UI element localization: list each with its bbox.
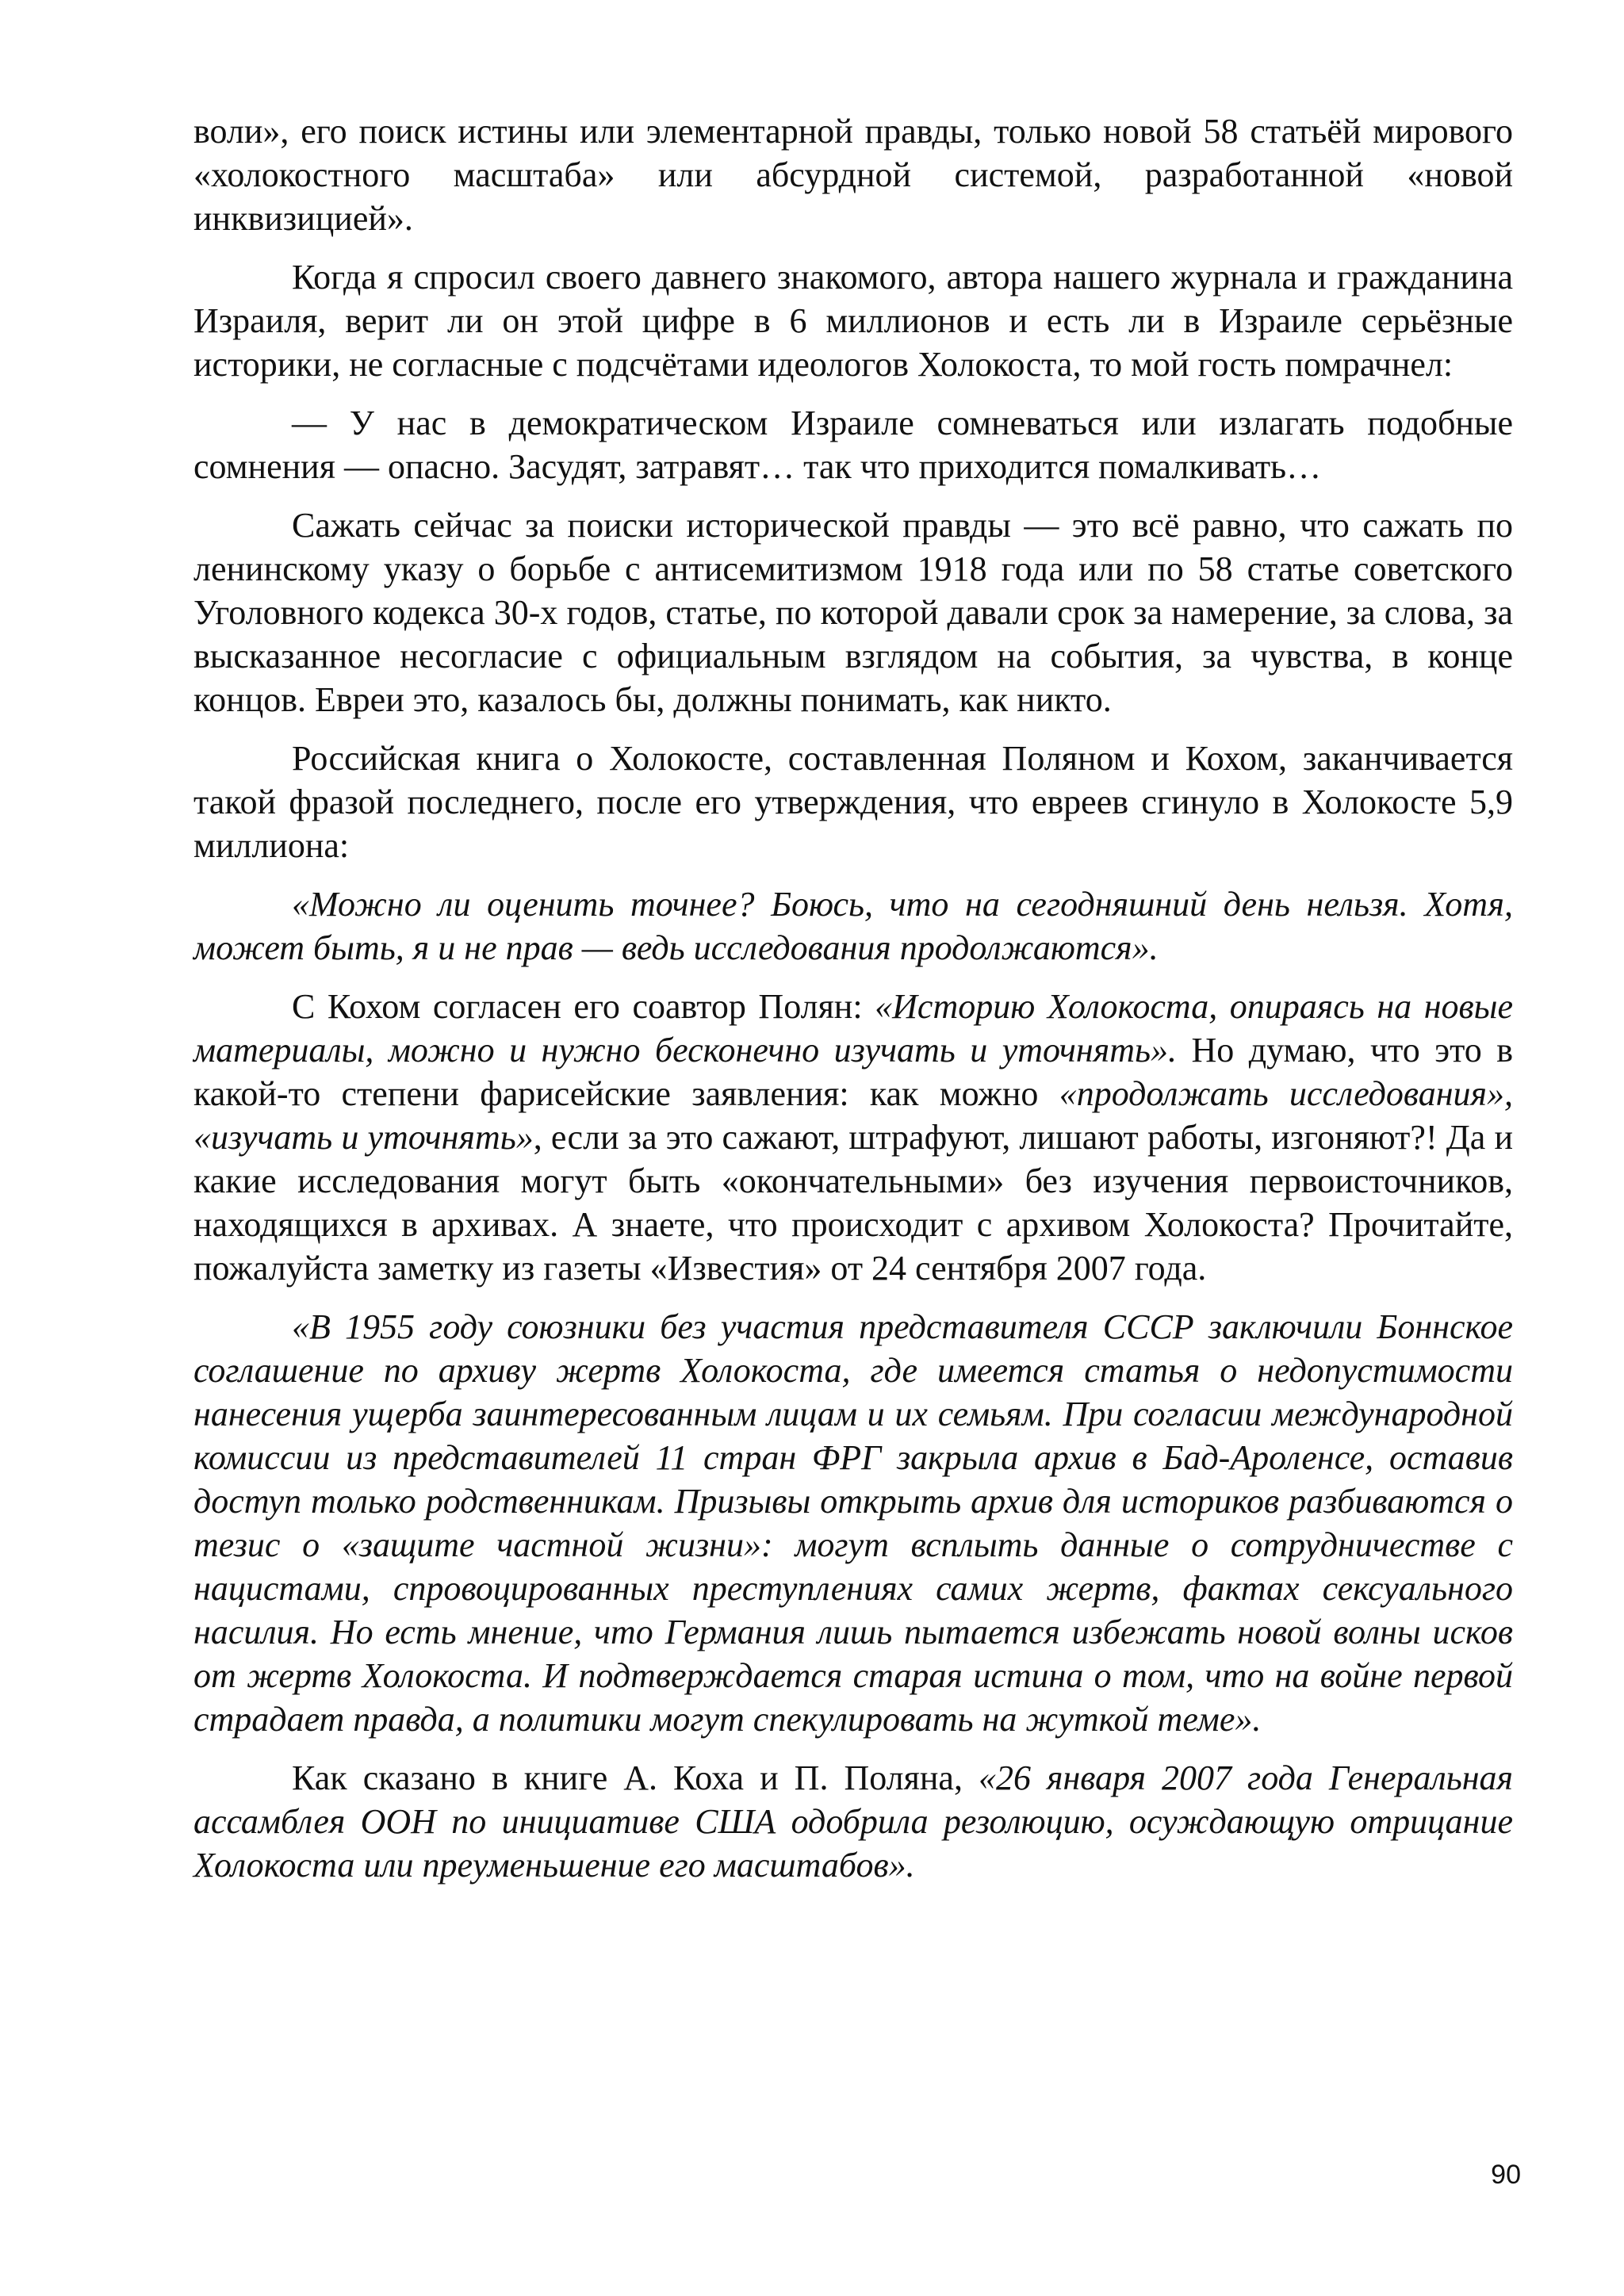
text-span: Когда я спросил своего давнего знакомого, автора нашего журнала и гражданина Израиля, верит ли он этой цифре в 6 миллионов и есть ли в Израиле серьёзные историки, не согласные с подсчётами идеологов Холокоста, то мой гость помрачнел:: [193, 258, 1513, 384]
paragraph: [193, 503, 1513, 721]
quote-span: «Историю Холокоста, опираясь на новые материалы, можно и нужно бесконечно изучать и уточнять».: [193, 987, 1513, 1070]
text-span: — У нас в демократическом Израиле сомневаться или излагать подобные сомнения — опасно. Засудят, затравят… так что приходится помалкивать…: [193, 404, 1513, 486]
quote-span: «26 января 2007 года Генеральная ассамблея ООН по инициативе США одобрила резолюцию, осуждающую отрицание Холокоста или преуменьшение его масштабов».: [193, 1758, 1513, 1885]
paragraph: [193, 985, 1513, 1290]
body-text: [193, 109, 1513, 1902]
quote-span: «продолжать исследования», «изучать и уточнять»: [193, 1074, 1513, 1157]
quote-span: «В 1955 году союзники без участия представителя СССР заключили Боннское соглашение по архиву жертв Холокоста, где имеется статья о недопустимости нанесения ущерба заинтересованным лицам и их семьям. При согласии международной комиссии из представителей 11 стран ФРГ закрыла архив в Бад-Ароленсе, оставив доступ только родственникам. Призывы открыть архив для историков разбиваются о тезис о «защите частной жизни»: могут всплыть данные о сотрудничестве с нацистами, спровоцированных преступлениях самих жертв, фактах сексуального насилия. Но есть мнение, что Германия лишь пытается избежать новой волны исков от жертв Холокоста. И подтверждается старая истина о том, что на войне первой страдает правда, а политики могут спекулировать на жуткой теме».: [193, 1307, 1513, 1739]
text-span: , если за это сажают, штрафуют, лишают работы, изгоняют?! Да и какие исследования могут быть «окончательными» без изучения первоисточников, находящихся в архивах. А знаете, что происходит с архивом Холокоста? Прочитайте, пожалуйста заметку из газеты «Известия» от 24 сентября 2007 года.: [193, 1118, 1514, 1288]
paragraph: [193, 882, 1513, 970]
paragraph: [193, 401, 1513, 488]
text-span: Российская книга о Холокосте, составленная Поляном и Кохом, заканчивается такой фразой последнего, после его утверждения, что евреев сгинуло в Холокосте 5,9 миллиона:: [193, 739, 1513, 865]
paragraph: [193, 1756, 1513, 1887]
text-span: Но думаю, что это в какой-то степени фарисейские заявления: как можно: [193, 1031, 1513, 1113]
paragraph: [193, 109, 1513, 240]
page-number: 90: [1491, 2160, 1521, 2190]
paragraph: [193, 1305, 1513, 1741]
text-span: Как сказано в книге А. Коха и П. Поляна,: [292, 1758, 979, 1797]
text-span: С Кохом согласен его соавтор Полян:: [292, 987, 875, 1026]
paragraph: [193, 737, 1513, 867]
quote-span: «Можно ли оценить точнее? Боюсь, что на сегодняшний день нельзя. Хотя, может быть, я и не прав — ведь исследования продолжаются».: [193, 885, 1513, 967]
paragraph: [193, 255, 1513, 386]
text-span: воли», его поиск истины или элементарной правды, только новой 58 статьёй мирового «холокостного масштаба» или абсурдной системой, разработанной «новой инквизицией».: [193, 112, 1513, 238]
text-span: Сажать сейчас за поиски исторической правды — это всё равно, что сажать по ленинскому указу о борьбе с антисемитизмом 1918 года или по 58 статье советского Уголовного кодекса 30-х годов, статье, по которой давали срок за намерение, за слова, за высказанное несогласие с официальным взглядом на события, за чувства, в конце концов. Евреи это, казалось бы, должны понимать, как никто.: [193, 506, 1513, 719]
